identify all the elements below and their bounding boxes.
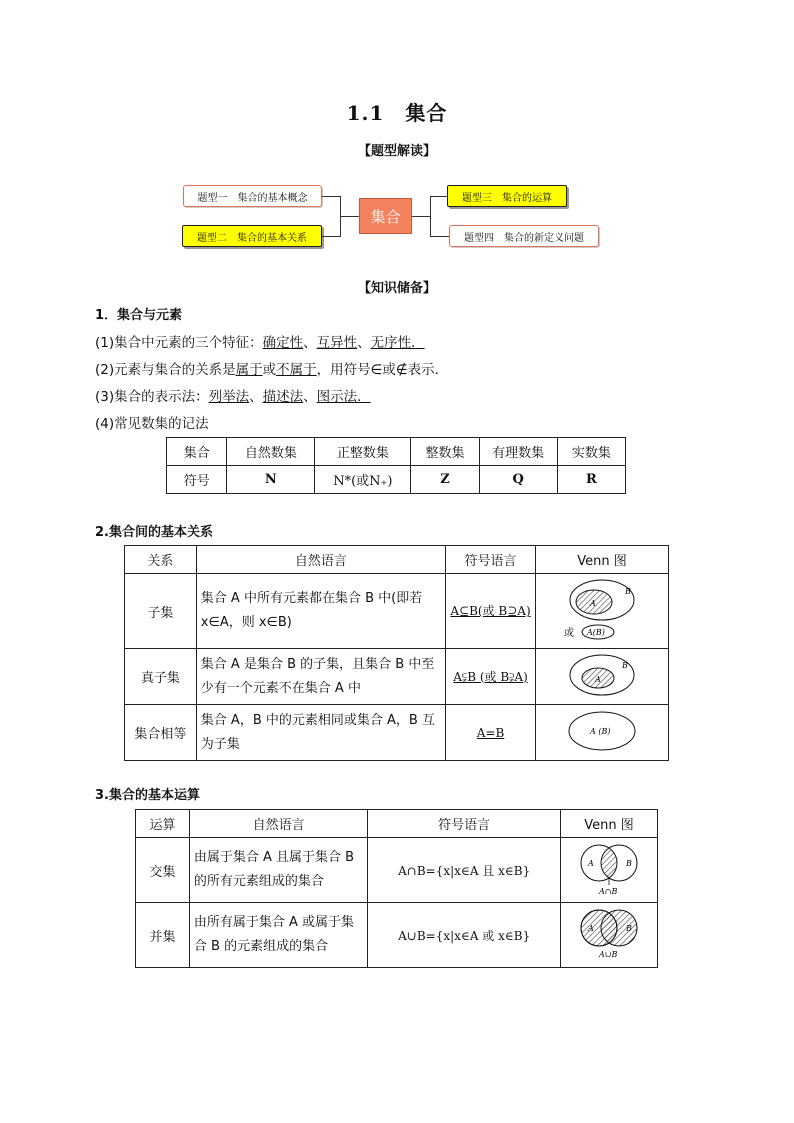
venn-proper-subset [536,649,669,705]
mindmap-topic-2: 题型二 集合的基本关系 [182,225,322,247]
p3-item: 列举法 [208,389,250,405]
venn-intersection-diagram [566,838,652,898]
table-cell: 符号 [167,466,227,494]
mindmap-center: 集合 [359,198,412,234]
venn-label-b: B [625,859,632,868]
p1-item: 互异性 [316,335,358,351]
connector [430,236,449,237]
page-title: 1.1 集合 [346,101,448,125]
part1-p4: (4)常见数集的记法 [95,416,209,432]
table-cell: N*(或N₊) [315,466,411,494]
operation-name: 并集 [136,903,190,968]
venn-equal [536,705,669,761]
operation-symbol: A∪B={x|x∈A 或 x∈B} [368,903,561,968]
mindmap-topic-4: 题型四 集合的新定义问题 [449,225,599,247]
relation-natural: 集合 A 中所有元素都在集合 B 中(即若 x∈A，则 x∈B) [196,574,445,649]
venn-intersection [560,838,657,903]
operation-table [135,809,658,968]
relation-natural: 集合 A，B 中的元素相同或集合 A，B 互为子集 [196,705,445,761]
part1-p1: (1)集合中元素的三个特征：确定性、互异性、无序性． [95,335,425,351]
table-cell: R [557,466,625,494]
section-knowledge-heading: 【知识储备】 [357,281,436,296]
table-cell: Z [411,466,479,494]
p2-prefix: (2)元素与集合的关系是 [95,362,236,378]
venn-subset-diagram [542,574,662,644]
part1-p2 [95,358,448,378]
relation-natural: 集合 A 是集合 B 的子集，且集合 B 中至少有一个元素不在集合 A 中 [196,649,445,705]
part1-heading: 1．集合与元素 [95,308,183,323]
p1-item: 无序性． [370,335,425,351]
venn-label-b: B [622,660,628,670]
table-header: 自然语言 [196,546,445,574]
number-set-table [166,437,626,494]
operation-symbol: A∩B={x|x∈A 且 x∈B} [368,838,561,903]
table-cell: 集合 [167,438,227,466]
connector [430,196,431,237]
table-cell: 实数集 [557,438,625,466]
table-header: Venn 图 [536,546,669,574]
p1-item: 确定性 [262,335,304,351]
table-header: Venn 图 [560,810,657,838]
table-header: 自然语言 [189,810,368,838]
table-cell: 正整数集 [315,438,411,466]
table-cell: 自然数集 [227,438,315,466]
venn-or: 或 [564,628,575,639]
section-analysis-heading: 【题型解读】 [357,144,436,159]
table-cell: Q [479,466,557,494]
p1-prefix: (1)集合中元素的三个特征： [95,335,263,351]
venn-equal-diagram [542,706,662,756]
table-cell: 整数集 [411,438,479,466]
venn-intersection-label: A∩B [598,887,618,896]
mindmap-topic-1: 题型一 集合的基本概念 [183,185,322,207]
table-cell: N [227,466,315,494]
p2-suffix: ，用符号∈或∉表示． [316,362,449,378]
venn-label-a: A [590,599,596,608]
table-row [125,705,669,761]
p2-or: 或 [262,362,277,378]
relation-symbol: A⊆B(或 B⊇A) [445,574,535,649]
relation-name: 真子集 [125,649,197,705]
part1-p3: (3)集合的表示法：列举法、描述法、图示法． [95,389,371,405]
venn-ab: A(B) [587,628,605,637]
connector [412,216,430,217]
relation-symbol: A⫋B (或 B⫌A) [445,649,535,705]
table-header: 符号语言 [445,546,535,574]
table-row [125,649,669,705]
relation-table [124,545,669,761]
table-header: 运算 [136,810,190,838]
p2-b: 不属于 [276,362,317,378]
connector [322,196,340,197]
venn-union [560,903,657,968]
operation-natural: 由所有属于集合 A 或属于集合 B 的元素组成的集合 [189,903,368,968]
connector [430,196,447,197]
p3-prefix: (3)集合的表示法： [95,389,209,405]
venn-label-a: A [587,924,594,933]
part3-heading: 3.集合的基本运算 [95,788,200,803]
venn-proper-subset-diagram [542,650,662,700]
table-header: 关系 [125,546,197,574]
venn-label-b: B [625,587,631,596]
p3-item: 图示法． [316,389,371,405]
venn-label-a: A [595,674,601,684]
relation-name: 集合相等 [125,705,197,761]
part2-heading: 2.集合间的基本关系 [95,525,213,540]
operation-name: 交集 [136,838,190,903]
table-row [125,574,669,649]
connector [340,216,359,217]
mindmap-topic-3: 题型三 集合的运算 [447,185,567,207]
p2-a: 属于 [235,362,263,378]
p3-item: 描述法 [262,389,304,405]
venn-ab2: A (B) [590,726,611,736]
venn-label-b: B [625,924,632,933]
relation-name: 子集 [125,574,197,649]
operation-natural: 由属于集合 A 且属于集合 B 的所有元素组成的集合 [189,838,368,903]
table-cell: 有理数集 [479,438,557,466]
table-row [136,838,658,903]
table-row [136,903,658,968]
table-header: 符号语言 [368,810,561,838]
connector [322,236,340,237]
venn-label-a: A [587,859,594,868]
relation-symbol: A=B [445,705,535,761]
venn-subset [536,574,669,649]
venn-union-diagram [566,903,652,963]
venn-union-label: A∪B [598,950,618,959]
